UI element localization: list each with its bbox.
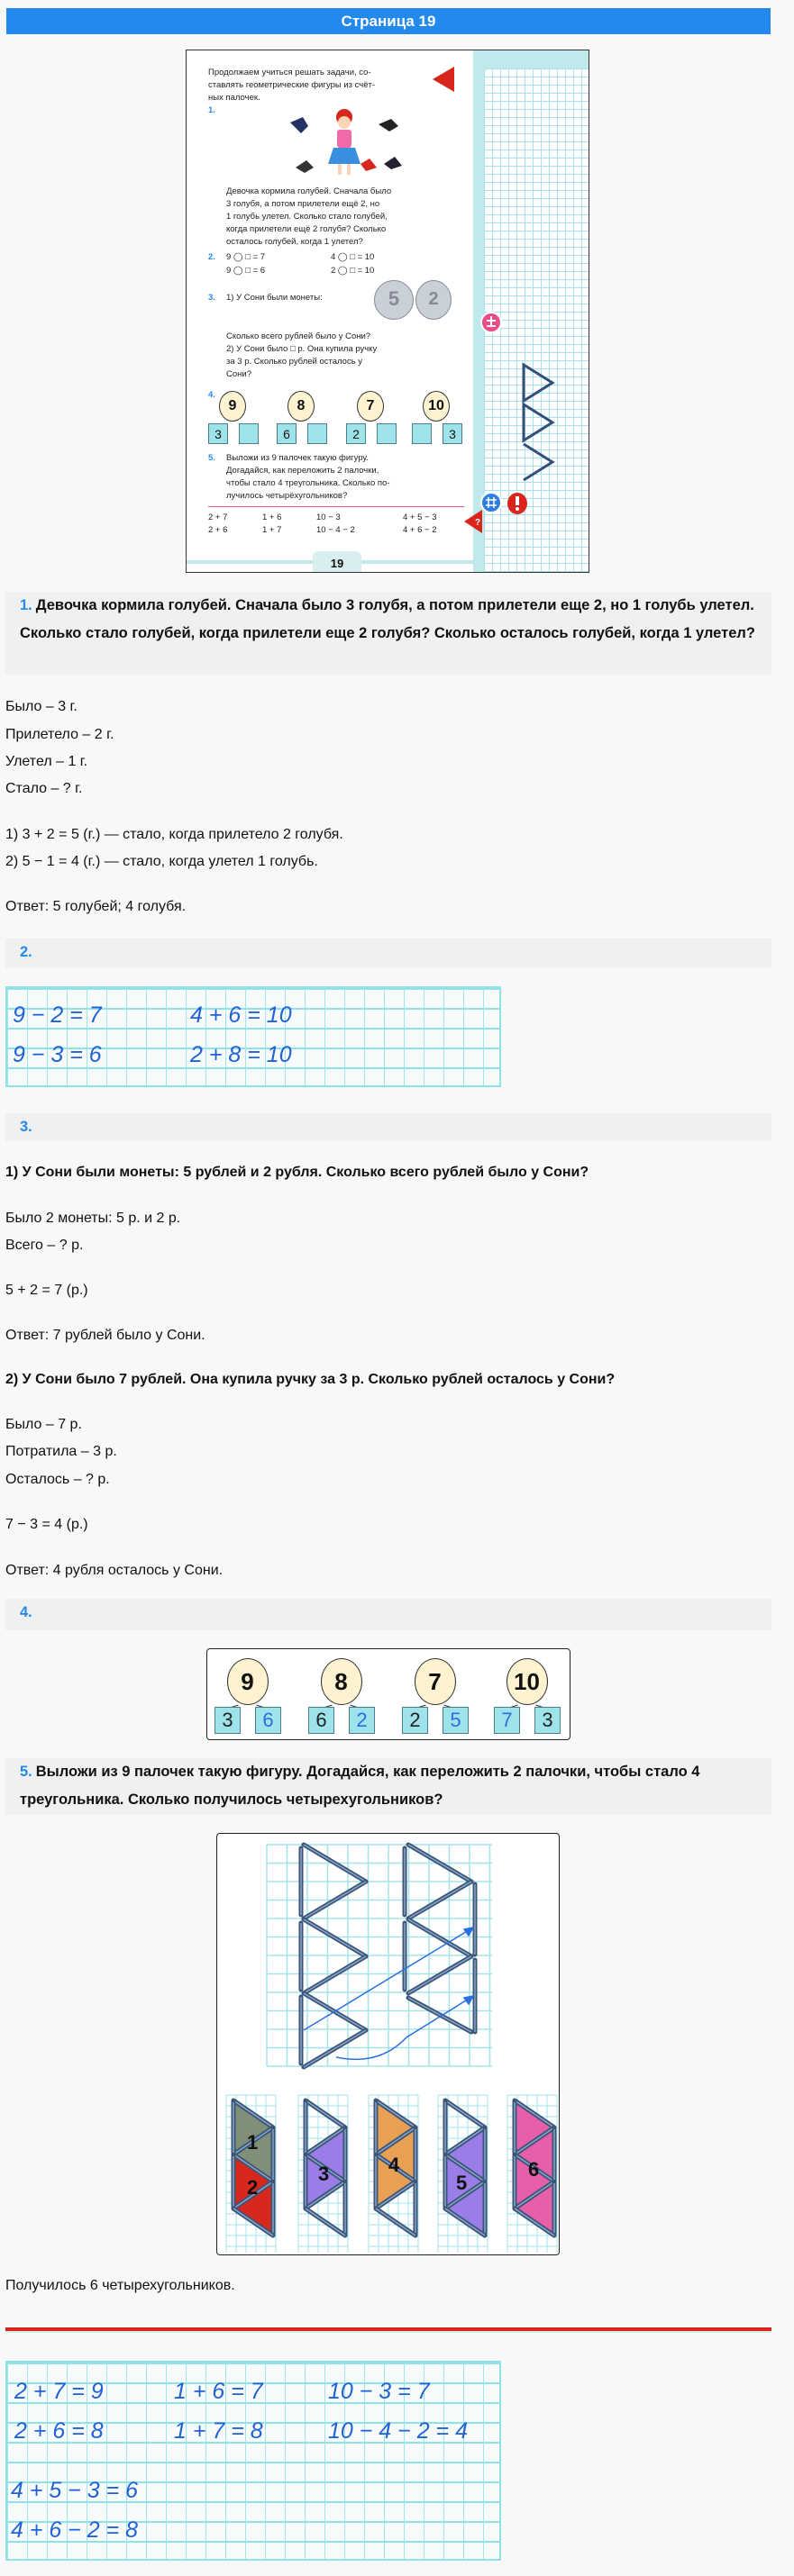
- exclamation-icon: [507, 492, 528, 515]
- part-box: [239, 423, 259, 444]
- page-header: [6, 8, 771, 34]
- t3-text-line: Сони?: [226, 369, 251, 379]
- divider: [208, 506, 464, 507]
- part-box: [412, 423, 432, 444]
- task-number: 3.: [20, 1119, 32, 1135]
- task-number: 3.: [208, 293, 215, 303]
- page-title: Страница 19: [341, 13, 436, 30]
- equation: 9 − 3 = 6: [13, 1042, 102, 1067]
- part-box: 2: [346, 423, 366, 444]
- part-box: 7: [494, 1707, 520, 1734]
- t2-expr: 9 ◯ □ = 6: [226, 266, 266, 276]
- figure-label: 4: [388, 2154, 400, 2176]
- grid-icon: [480, 492, 502, 513]
- total-circle: 8: [287, 391, 315, 422]
- total-circle: 9: [219, 391, 246, 422]
- triangle-sticks-figure: [520, 361, 560, 487]
- given-line: Улетел – 1 г.: [5, 754, 88, 769]
- task5-question: [5, 1758, 771, 1815]
- part-box: [377, 423, 397, 444]
- t3-text-line: 1) У Сони были монеты:: [226, 293, 323, 303]
- equation: 2 + 8 = 10: [190, 1042, 292, 1067]
- intro-line: ных палочек.: [208, 93, 260, 103]
- task2-grid: [5, 986, 501, 1087]
- equation: 1 + 7 = 8: [174, 2418, 263, 2444]
- t2-expr: 2 ◯ □ = 10: [331, 266, 375, 276]
- given-line: Было 2 монеты: 5 р. и 2 р.: [5, 1211, 181, 1226]
- given-line: Потратила – 3 р.: [5, 1444, 117, 1459]
- bottom-expr: 4 + 6 − 2: [403, 525, 437, 535]
- task-number: 2.: [20, 944, 32, 960]
- t3-text-line: за 3 р. Сколько рублей осталось у: [226, 357, 363, 367]
- equation: 10 − 4 − 2 = 4: [328, 2418, 468, 2444]
- answer-text: Получилось 6 четырехугольников.: [5, 2278, 235, 2293]
- bottom-expr: 1 + 6: [262, 512, 282, 522]
- figure-label: 5: [456, 2172, 468, 2194]
- part-box: 6: [277, 423, 297, 444]
- equation: 9 − 2 = 7: [13, 1002, 102, 1028]
- task-number: 1.: [20, 597, 32, 613]
- given-line: Прилетело – 2 г.: [5, 727, 114, 742]
- coin-2: 2: [415, 280, 452, 320]
- task5-sticks-figure-image: [216, 1833, 560, 2255]
- rearranged-figure: [405, 1845, 475, 2032]
- subquestion: 2) У Сони было 7 рублей. Она купила ручку за 3 р. Сколько рублей осталось у Сони?: [5, 1372, 616, 1387]
- part-box: 2: [402, 1707, 428, 1734]
- part-box: 3: [208, 423, 228, 444]
- equation: 2 + 6 = 8: [14, 2418, 104, 2444]
- part-box: 6: [255, 1707, 281, 1734]
- task-number: 1.: [208, 105, 215, 115]
- task1-text-line: 1 голубь улетел. Сколько стало голубей,: [226, 212, 388, 222]
- bottom-expr: 2 + 6: [208, 525, 228, 535]
- plus-minus-icon: [480, 312, 502, 333]
- answer-text: Ответ: 4 рубля осталось у Сони.: [5, 1563, 224, 1578]
- t5-text-line: Догадайся, как переложить 2 палочки,: [226, 466, 379, 476]
- total-circle: 7: [357, 391, 384, 422]
- total-circle: 9: [227, 1658, 269, 1705]
- task1-text-line: Девочка кормила голубей. Сначала было: [226, 186, 392, 196]
- intro-line: Продолжаем учиться решать задачи, со-: [208, 68, 371, 77]
- equation: 2 + 7 = 9: [14, 2379, 104, 2404]
- part-box: [307, 423, 327, 444]
- part-box: 3: [214, 1707, 241, 1734]
- total-circle: 10: [423, 391, 450, 422]
- divider-shadow: [5, 2331, 771, 2333]
- t5-text-line: чтобы стало 4 треугольника. Сколько по-: [226, 478, 390, 488]
- t5-text-line: лучилось четырёхугольников?: [226, 491, 348, 501]
- equation: 4 + 6 = 10: [190, 1002, 292, 1028]
- part-box: 5: [443, 1707, 469, 1734]
- part-box: 2: [349, 1707, 375, 1734]
- total-circle: 8: [321, 1658, 362, 1705]
- bottom-expr: 2 + 7: [208, 512, 228, 522]
- task-number: 4.: [20, 1604, 32, 1620]
- task2-header: [5, 939, 771, 968]
- part-box: 6: [308, 1707, 334, 1734]
- coin-5: 5: [374, 280, 414, 320]
- sticks-diagram: [217, 1834, 560, 2255]
- answer-text: Ответ: 7 рублей было у Сони.: [5, 1328, 205, 1343]
- total-circle: 7: [415, 1658, 456, 1705]
- part-box: 3: [443, 423, 462, 444]
- given-line: Осталось – ? р.: [5, 1472, 110, 1487]
- bottom-expr: 10 − 4 − 2: [316, 525, 355, 535]
- extra-grid: [5, 2361, 501, 2561]
- task-number: 2.: [208, 252, 215, 262]
- subquestion: 1) У Сони были монеты: 5 рублей и 2 рубля. Сколько всего рублей было у Сони?: [5, 1165, 589, 1180]
- answer-text: Ответ: 5 голубей; 4 голубя.: [5, 899, 187, 914]
- given-line: Всего – ? р.: [5, 1238, 84, 1253]
- given-line: Стало – ? г.: [5, 781, 83, 796]
- bottom-expr: 4 + 5 − 3: [403, 512, 437, 522]
- equation: 4 + 6 − 2 = 8: [11, 2517, 139, 2543]
- figure-label: 6: [528, 2158, 540, 2181]
- t3-text-line: 2) У Сони было □ р. Она купила ручку: [226, 344, 378, 354]
- textbook-page-image: [186, 50, 589, 573]
- part-box: 3: [534, 1707, 561, 1734]
- figure-label: 3: [318, 2163, 330, 2185]
- task-number: 5.: [20, 1764, 32, 1780]
- task1-text-line: осталось голубей, когда 1 улетел?: [226, 237, 363, 247]
- given-line: Было – 3 г.: [5, 699, 78, 714]
- task1-text-line: когда прилетели ещё 2 голубя? Сколько: [226, 224, 387, 234]
- bottom-expr: 1 + 7: [262, 525, 282, 535]
- task1-text-line: 3 голубя, а потом прилетели ещё 2, но: [226, 199, 380, 209]
- t5-text-line: Выложи из 9 палочек такую фигуру.: [226, 453, 369, 463]
- question-text: Выложи из 9 палочек такую фигуру. Догадайся, как переложить 2 палочки, чтобы стало 4 треугольника. Сколько получилось четырехугольников?: [20, 1764, 700, 1808]
- task4-number-composition-image: [206, 1648, 570, 1740]
- solution-step: 5 + 2 = 7 (р.): [5, 1283, 88, 1298]
- bottom-expr: 10 − 3: [316, 512, 341, 522]
- red-triangle-marker-icon: [433, 67, 454, 92]
- t2-expr: 9 ◯ □ = 7: [226, 252, 266, 262]
- task1-question: [5, 592, 771, 675]
- equation: 1 + 6 = 7: [174, 2379, 263, 2404]
- figure-label: 2: [247, 2176, 259, 2199]
- question-text: Девочка кормила голубей. Сначала было 3 голубя, а потом прилетели еще 2, но 1 голубь улетел. Сколько стало голубей, когда прилетели еще 2 голубя? Сколько осталось голубей, когда 1 улетел?: [20, 597, 755, 641]
- equation: 4 + 5 − 3 = 6: [11, 2478, 139, 2503]
- question-icon: [464, 510, 482, 533]
- task4-header: [5, 1599, 771, 1630]
- figure-label: 1: [247, 2131, 259, 2154]
- task-number: 4.: [208, 390, 215, 400]
- solution-step: 1) 3 + 2 = 5 (г.) — стало, когда прилетело 2 голубя.: [5, 827, 343, 842]
- svg-text:?: ?: [475, 518, 481, 528]
- given-line: Было – 7 р.: [5, 1417, 82, 1432]
- intro-line: ставлять геометрические фигуры из счёт-: [208, 80, 376, 90]
- girl-with-pigeons-illustration: [281, 104, 407, 181]
- page-number: 19: [313, 551, 361, 573]
- task3-header: [5, 1113, 771, 1141]
- total-circle: 10: [507, 1658, 548, 1705]
- t3-text-line: Сколько всего рублей было у Сони?: [226, 331, 371, 341]
- t2-expr: 4 ◯ □ = 10: [331, 252, 375, 262]
- task-number: 5.: [208, 453, 215, 463]
- solution-step: 7 − 3 = 4 (р.): [5, 1517, 88, 1532]
- equation: 10 − 3 = 7: [328, 2379, 430, 2404]
- solution-step: 2) 5 − 1 = 4 (г.) — стало, когда улетел 1 голубь.: [5, 854, 318, 869]
